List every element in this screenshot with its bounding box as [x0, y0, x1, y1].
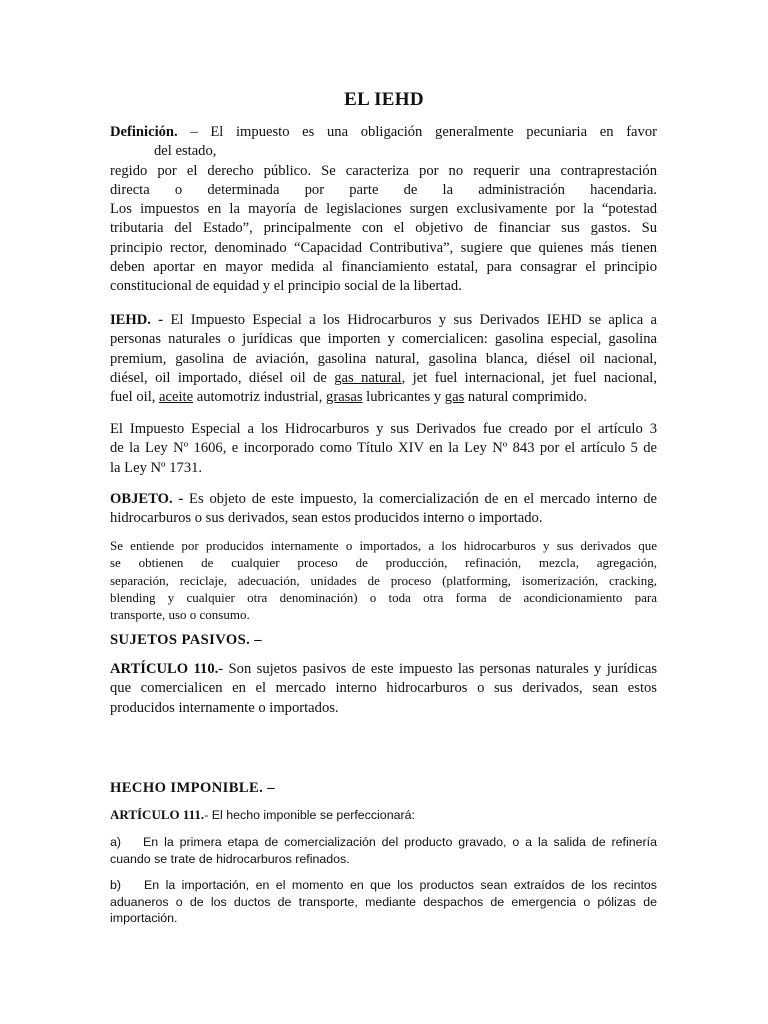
- page-title: EL IEHD: [344, 89, 424, 110]
- iehd-line: premium, gasolina de aviación, gasolina natural, gasolina blanca, diésel oil nacional,: [110, 350, 657, 367]
- definicion-line: del estado,: [154, 143, 217, 160]
- iehd-line: personas naturales o jurídicas que importen y comercialicen: gasolina especial, gasolina: [110, 331, 657, 348]
- item-b-line: aduaneros o de los ductos de transporte, mediante despachos de emergencia o pólizas de: [110, 894, 657, 909]
- item-a-label: a): [110, 835, 122, 849]
- item-b-paragraph: [110, 877, 657, 927]
- grasas-link[interactable]: grasas: [326, 389, 363, 406]
- creacion-line: de la Ley Nº 1606, e incorporado como Título XIV en la Ley Nº 843 por el artículo 5 de: [110, 440, 657, 457]
- aceite-link[interactable]: aceite: [159, 389, 194, 406]
- item-b-line: b) En la importación, en el momento en que los productos sean extraídos de los recintos: [110, 878, 657, 892]
- articulo-110-line: producidos internamente o importados.: [110, 699, 339, 716]
- entiende-line: blending y cualquier otra denominación) o toda otra forma de acondicionamiento para: [110, 589, 657, 605]
- articulo-111-label: ARTÍCULO 111.: [110, 807, 205, 822]
- iehd-line: fuel oil, aceite automotriz industrial, grasas lubricantes y gas natural comprimido.: [110, 389, 588, 406]
- articulo-111-intro: ARTÍCULO 111.- El hecho imponible se perfeccionará:: [110, 807, 415, 822]
- objeto-label: OBJETO. -: [110, 491, 184, 507]
- entiende-line: separación, reciclaje, adecuación, unidades de proceso (platforming, isomerización, cracking,: [110, 572, 657, 588]
- item-a-line: a) En la primera etapa de comercialización del producto gravado, o a la salida de refinería: [110, 835, 657, 849]
- objeto-paragraph: [110, 490, 657, 529]
- creacion-line: El Impuesto Especial a los Hidrocarburos y sus Derivados fue creado por el artículo 3: [110, 421, 657, 437]
- iehd-line: diésel, oil importado, diésel oil de gas natural, jet fuel internacional, jet fuel nacional,: [110, 369, 658, 386]
- objeto-line: hidrocarburos o sus derivados, sean estos producidos interno o importado.: [110, 510, 543, 527]
- entiende-line: se obtienen de cualquier proceso de producción, refinación, mezcla, agregación,: [110, 555, 657, 571]
- iehd-line: IEHD. - El Impuesto Especial a los Hidrocarburos y sus Derivados IEHD se aplica a: [110, 312, 658, 328]
- item-b-label: b): [110, 878, 122, 892]
- iehd-paragraph: [110, 311, 657, 407]
- entiende-paragraph: [110, 537, 657, 623]
- definicion-line: tributaria del Estado”, principalmente con el objetivo de financiar sus gastos. Su: [110, 220, 657, 237]
- hecho-heading: HECHO IMPONIBLE. –: [110, 780, 275, 796]
- definicion-paragraph: [110, 123, 657, 297]
- definicion-line: regido por el derecho público. Se caracteriza por no requerir una contraprestación: [110, 162, 657, 179]
- item-b-line: importación.: [110, 911, 178, 926]
- articulo-110-line: que comercialicen en el mercado interno hidrocarburos o sus derivados, sean estos: [110, 680, 657, 697]
- definicion-label: Definición.: [110, 124, 178, 140]
- creacion-paragraph: [110, 420, 657, 478]
- articulo-110-line: ARTÍCULO 110.- Son sujetos pasivos de este impuesto las personas naturales y jurídicas: [110, 661, 657, 677]
- item-a-line: cuando se trate de hidrocarburos refinados.: [110, 851, 350, 866]
- gas-link[interactable]: gas: [444, 389, 465, 406]
- definicion-line: deben aportar en mayor medida al financiamiento estatal, para consagrar el principio: [110, 259, 657, 276]
- entiende-line: Se entiende por producidos internamente o importados, a los hidrocarburos y sus derivados que: [110, 538, 657, 553]
- definicion-line: directa o determinada por parte de la administración hacendaria.: [110, 181, 657, 198]
- definicion-line: Los impuestos en la mayoría de legislaciones surgen exclusivamente por la “potestad: [110, 201, 657, 218]
- item-a-paragraph: [110, 834, 657, 867]
- articulo-110-paragraph: [110, 660, 657, 718]
- sujetos-heading: SUJETOS PASIVOS. –: [110, 632, 262, 648]
- entiende-line: transporte, uso o consumo.: [110, 607, 250, 623]
- creacion-line: la Ley Nº 1731.: [110, 459, 203, 476]
- definicion-line: principio rector, denominado “Capacidad Contributiva”, sugiere que quienes más tienen: [110, 239, 657, 256]
- iehd-label: IEHD. -: [110, 312, 164, 328]
- definicion-line: constitucional de equidad y el principio social de la libertad.: [110, 278, 462, 295]
- objeto-line: OBJETO. - Es objeto de este impuesto, la comercialización de en el mercado interno de: [110, 491, 657, 507]
- definicion-line: Definición. – El impuesto es una obligación generalmente pecuniaria en favor: [110, 124, 657, 140]
- articulo-110-label: ARTÍCULO 110.: [110, 661, 219, 677]
- gas-natural-link[interactable]: gas natural: [334, 369, 402, 386]
